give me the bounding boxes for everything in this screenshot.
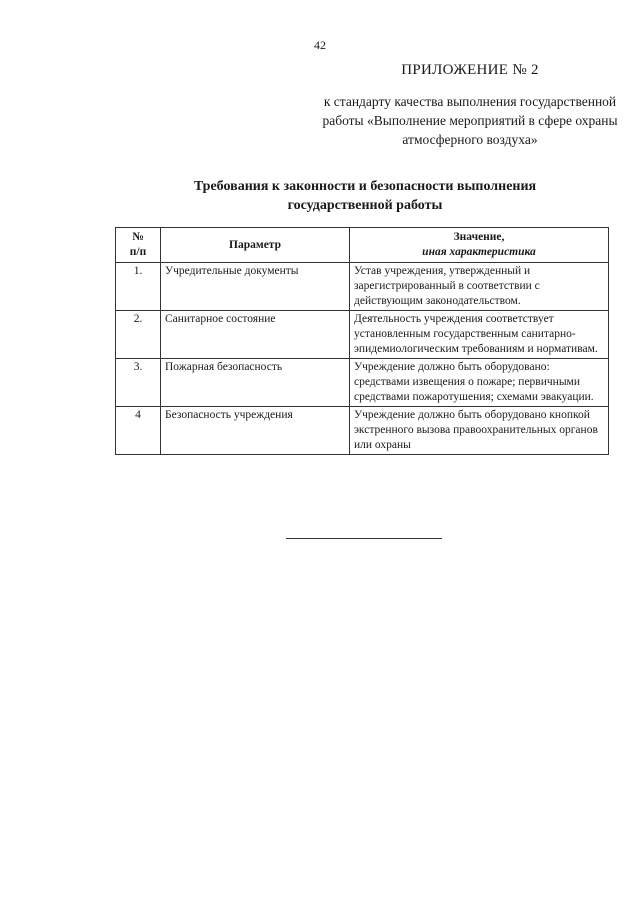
- table-row: [116, 263, 609, 311]
- row-value: Учреждение должно быть оборудовано кнопкой экстренного вызова правоохранительных органов или охраны: [350, 407, 609, 455]
- row-parameter: Безопасность учреждения: [161, 407, 350, 455]
- row-parameter: Учредительные документы: [161, 263, 350, 311]
- header-value-line2: иная характеристика: [422, 246, 536, 258]
- table-row: [116, 359, 609, 407]
- header-number: [116, 228, 161, 263]
- row-value: Учреждение должно быть оборудовано: средствами извещения о пожаре; первичными средствами пожаротушения; схемами эвакуации.: [350, 359, 609, 407]
- row-number: 3.: [116, 359, 161, 407]
- table-row: [116, 407, 609, 455]
- document-heading: Требования к законности и безопасности выполнения государственной работы: [193, 179, 537, 213]
- row-number: 2.: [116, 311, 161, 359]
- header-number-line2: п/п: [129, 246, 147, 258]
- row-parameter: Пожарная безопасность: [161, 359, 350, 407]
- header-value: [350, 228, 609, 263]
- table-row: [116, 311, 609, 359]
- row-value: Устав учреждения, утвержденный и зарегистрированный в соответствии с действующим законодательством.: [350, 263, 609, 311]
- requirements-table: [115, 227, 609, 455]
- header-value-line1: Значение,: [453, 231, 505, 243]
- end-divider-line: [286, 538, 442, 539]
- row-value: Деятельность учреждения соответствует установленным государственным санитарно-эпидемиологическим требованиям и нормативам.: [350, 311, 609, 359]
- appendix-title: ПРИЛОЖЕНИЕ № 2: [401, 62, 539, 78]
- row-parameter: Санитарное состояние: [161, 311, 350, 359]
- row-number: 4: [116, 407, 161, 455]
- row-number: 1.: [116, 263, 161, 311]
- page-number: 42: [314, 38, 326, 52]
- header-parameter: Параметр: [161, 228, 350, 263]
- header-number-line1: №: [132, 231, 144, 243]
- table-header-row: [116, 228, 609, 263]
- appendix-subtitle: к стандарту качества выполнения государственной работы «Выполнение мероприятий в сфере охраны атмосферного воздуха»: [322, 94, 618, 147]
